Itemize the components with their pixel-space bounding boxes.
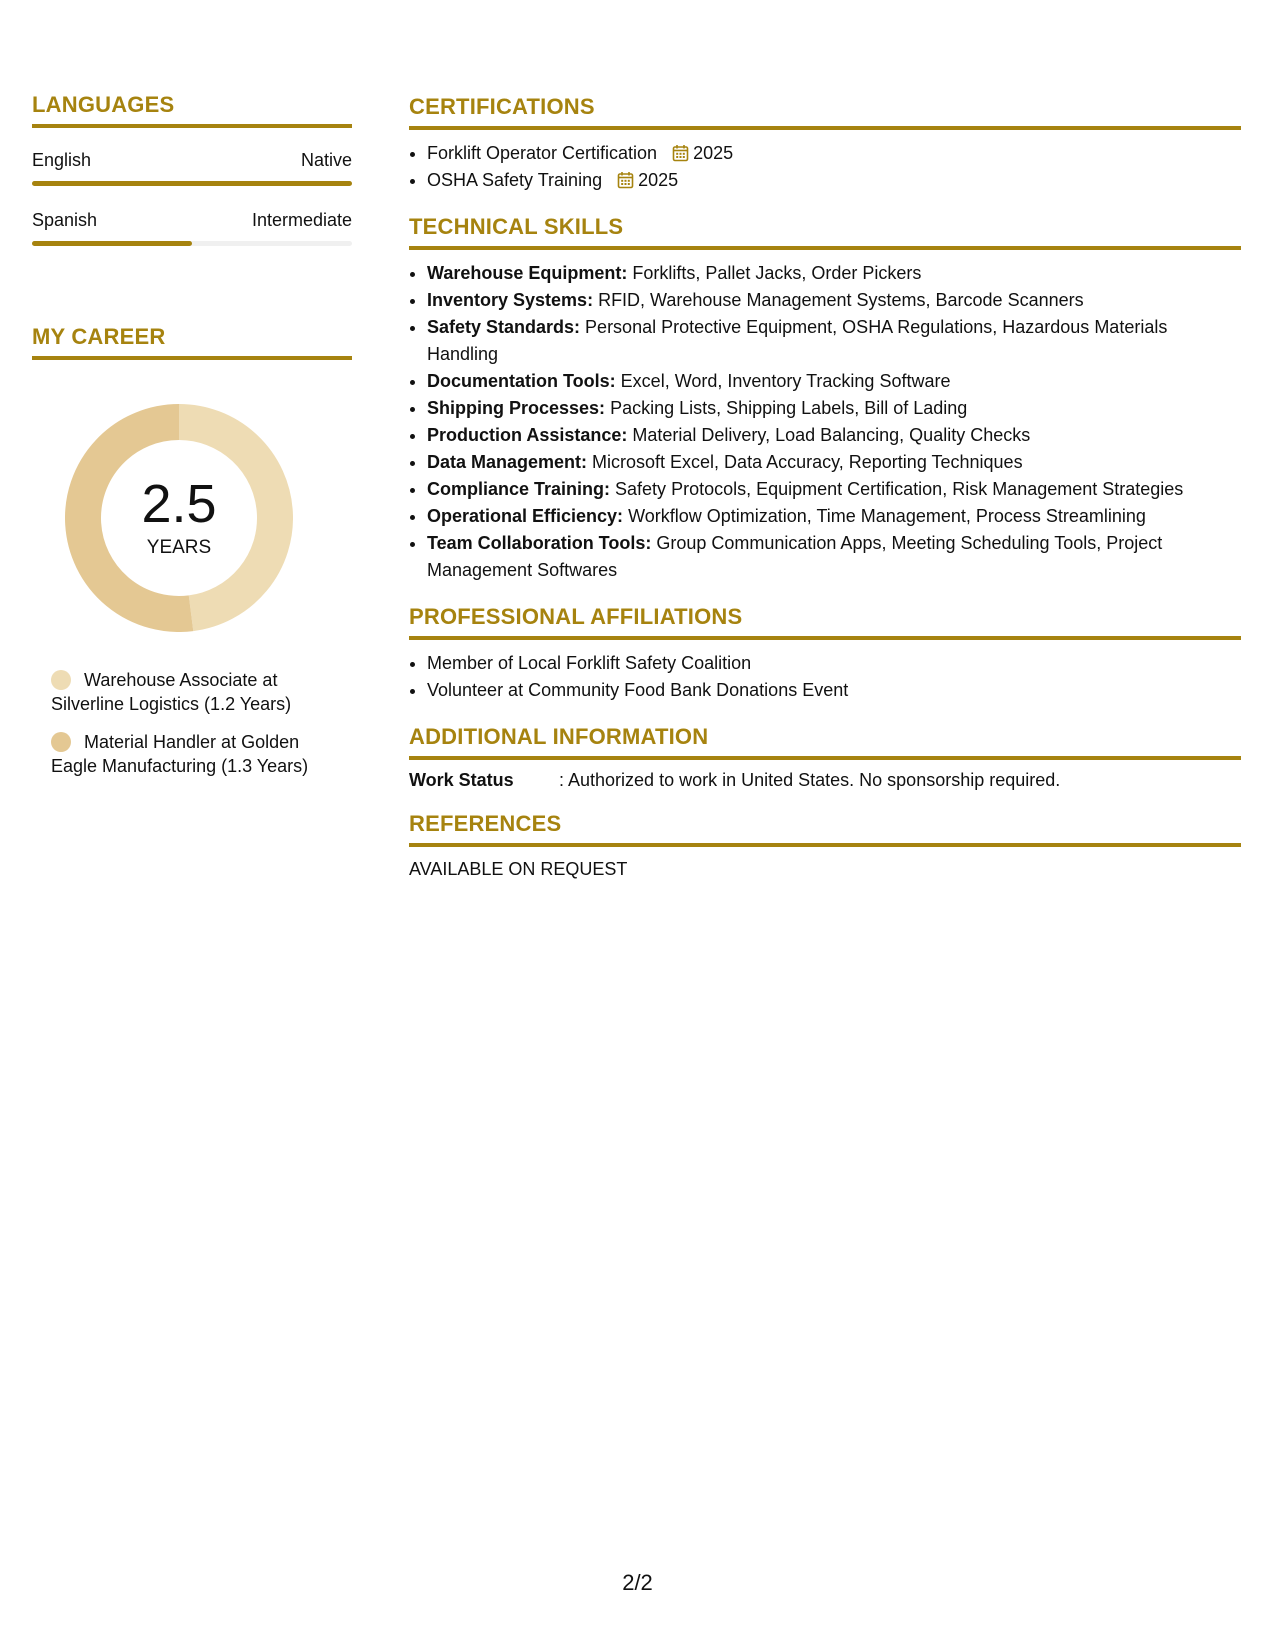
additional-info-section [409,724,1241,791]
language-level: Intermediate [251,210,352,230]
skill-item [427,530,1241,584]
skill-label: Production Assistance: [427,425,628,445]
affiliations-title: PROFESSIONAL AFFILIATIONS [409,604,743,629]
affiliation-item: • Member of Local Forklift Safety Coalition [427,650,1241,677]
skill-text: Forklifts, Pallet Jacks, Order Pickers [627,263,922,283]
affiliations-section [409,604,1241,704]
skill-label: Documentation Tools: [427,371,616,391]
career-legend-item [51,730,331,778]
technical-skills-section [409,214,1241,584]
references-title: REFERENCES [409,811,562,836]
legend-dot-icon [51,732,71,752]
skill-text: Group Communication Apps, Meeting Scheduling Tools, Project Management Softwares [427,533,1163,580]
skill-text: Safety Protocols, Equipment Certification, Risk Management Strategies [610,479,1184,499]
work-status-row [409,770,1241,791]
skill-item [427,287,1241,314]
skill-item [427,395,1241,422]
skill-item [427,476,1241,503]
career-legend-item [51,668,331,716]
skill-item [427,449,1241,476]
career-job-label: Material Handler at Golden Eagle Manufacturing (1.3 Years) [51,732,309,776]
skill-text: Excel, Word, Inventory Tracking Software [615,371,951,391]
certifications-section [409,94,1241,194]
skill-item [427,260,1241,287]
skill-text: Microsoft Excel, Data Accuracy, Reporting Techniques [587,452,1023,472]
certification-item [427,167,1241,194]
skill-text: Packing Lists, Shipping Labels, Bill of Lading [605,398,968,418]
skill-item [427,503,1241,530]
skill-label: Compliance Training: [427,479,611,499]
left-column [32,92,352,778]
work-status-value: : Authorized to work in United States. No sponsorship required. [559,770,1061,790]
language-bar-fill [32,181,352,186]
language-english [32,150,352,186]
certification-item [427,140,1241,167]
legend-dot-icon [51,670,71,690]
skill-label: Team Collaboration Tools: [427,533,652,553]
skill-label: Warehouse Equipment: [427,263,628,283]
references-section [409,811,1241,880]
career-job-label: Warehouse Associate at Silverline Logistics (1.2 Years) [51,670,292,714]
references-text: AVAILABLE ON REQUEST [409,859,628,879]
technical-skills-list [409,260,1241,584]
certifications-list [409,140,1241,194]
skill-label: Inventory Systems: [427,290,594,310]
skill-item [427,314,1241,368]
section-divider [32,356,352,360]
language-level: Native [300,150,352,170]
section-divider [409,843,1241,847]
career-title: MY CAREER [32,324,166,349]
section-divider [409,756,1241,760]
skill-text: Material Delivery, Load Balancing, Quality Checks [627,425,1031,445]
languages-title: LANGUAGES [32,92,175,117]
skill-label: Safety Standards: [427,317,581,337]
affiliation-item: • Volunteer at Community Food Bank Donations Event [427,677,1241,704]
languages-section [32,92,352,246]
calendar-icon [617,171,634,189]
certification-name: Forklift Operator Certification [427,143,658,163]
career-legend [51,668,331,778]
language-name: English [32,150,92,170]
section-divider [409,246,1241,250]
skill-text: RFID, Warehouse Management Systems, Barcode Scanners [593,290,1084,310]
skill-label: Operational Efficiency: [427,506,624,526]
skill-text: Workflow Optimization, Time Management, Process Streamlining [623,506,1146,526]
certification-year: 2025 [638,170,679,190]
section-divider [409,636,1241,640]
calendar-icon [672,144,689,162]
language-name: Spanish [32,210,98,230]
section-divider [409,126,1241,130]
affiliations-list [409,650,1241,704]
skill-item [427,368,1241,395]
career-total-years: 2.5 [141,474,217,534]
technical-skills-title: TECHNICAL SKILLS [409,214,624,239]
certifications-title: CERTIFICATIONS [409,94,595,119]
skill-label: Data Management: [427,452,588,472]
career-total-unit: YEARS [146,537,212,558]
career-donut-chart [65,404,293,632]
page-number: 2/2 [622,1570,653,1595]
skill-item [427,422,1241,449]
language-spanish [32,210,352,246]
language-bar-fill [32,241,192,246]
language-bar [32,241,352,246]
certification-name: OSHA Safety Training [427,170,603,190]
right-column [409,94,1241,880]
certification-year: 2025 [693,143,734,163]
skill-label: Shipping Processes: [427,398,606,418]
language-bar [32,181,352,186]
section-divider [32,124,352,128]
additional-info-title: ADDITIONAL INFORMATION [409,724,709,749]
skill-text: Personal Protective Equipment, OSHA Regulations, Hazardous Materials Handling [427,317,1168,364]
work-status-label: Work Status [409,770,514,790]
career-section [32,324,352,778]
